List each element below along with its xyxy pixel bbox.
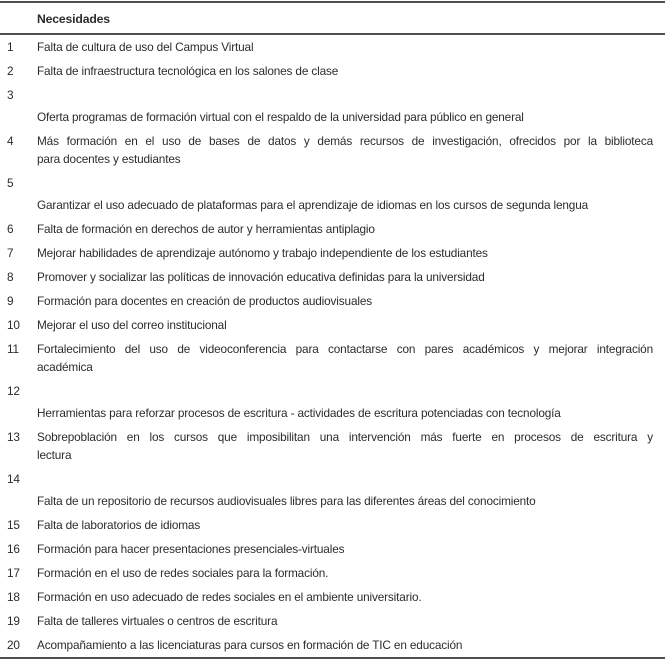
table-row <box>0 467 665 513</box>
row-text <box>37 636 665 654</box>
table-header-row <box>0 3 665 35</box>
row-text <box>37 470 665 510</box>
row-text <box>37 564 665 582</box>
row-text-line: lectura <box>37 448 72 462</box>
row-text <box>37 86 665 126</box>
row-number: 17 <box>7 566 20 580</box>
row-number: 13 <box>7 430 20 444</box>
row-text-line: Más formación en el uso de bases de datos y demás recursos de investigación, ofrecidos por la biblioteca <box>37 134 653 148</box>
table-row <box>0 171 665 217</box>
table-row <box>0 633 665 657</box>
table-row <box>0 59 665 83</box>
row-text <box>37 62 665 80</box>
row-number: 6 <box>7 222 14 236</box>
table-row <box>0 289 665 313</box>
table-header-necesidades: Necesidades <box>37 12 110 26</box>
row-text <box>37 316 665 334</box>
row-text-line: para docentes y estudiantes <box>37 152 181 166</box>
row-text-line: Falta de cultura de uso del Campus Virtual <box>37 40 254 54</box>
row-text-line: Promover y socializar las políticas de innovación educativa definidas para la universidad <box>37 270 485 284</box>
number-column-header <box>0 10 37 28</box>
row-number: 11 <box>7 342 19 356</box>
row-number: 8 <box>7 270 14 284</box>
table-row <box>0 585 665 609</box>
needs-table <box>0 1 665 659</box>
row-number: 1 <box>7 40 14 54</box>
row-number: 10 <box>7 318 20 332</box>
row-number: 9 <box>7 294 14 308</box>
table-row <box>0 35 665 59</box>
row-text <box>37 382 665 422</box>
row-text <box>37 268 665 286</box>
row-text-line: Formación en el uso de redes sociales para la formación. <box>37 566 329 580</box>
row-number: 2 <box>7 64 14 78</box>
row-text <box>37 132 665 168</box>
table-row <box>0 513 665 537</box>
row-text-line: Mejorar el uso del correo institucional <box>37 318 227 332</box>
row-text <box>37 540 665 558</box>
row-text-line: Formación para docentes en creación de productos audiovisuales <box>37 294 372 308</box>
table-row <box>0 217 665 241</box>
table-row <box>0 313 665 337</box>
row-text-line: Garantizar el uso adecuado de plataformas para el aprendizaje de idiomas en los cursos de segunda lengua <box>37 198 589 212</box>
row-text <box>37 38 665 56</box>
row-text <box>37 174 665 214</box>
table-row <box>0 425 665 467</box>
row-number: 12 <box>7 384 20 398</box>
row-text <box>37 428 665 464</box>
row-number: 14 <box>7 472 20 486</box>
table-row <box>0 379 665 425</box>
row-text-line: Formación para hacer presentaciones presenciales-virtuales <box>37 542 345 556</box>
row-text-line: Sobrepoblación en los cursos que imposibilitan una intervención más fuerte en procesos de escritura y <box>37 430 653 444</box>
table-row <box>0 337 665 379</box>
row-text-line: Fortalecimiento del uso de videoconferencia para contactarse con pares académicos y mejorar integración <box>37 342 653 356</box>
row-text-line: Falta de formación en derechos de autor y herramientas antiplagio <box>37 222 375 236</box>
row-text-line: Falta de infraestructura tecnológica en los salones de clase <box>37 64 339 78</box>
row-number: 16 <box>7 542 20 556</box>
row-text <box>37 244 665 262</box>
table-body <box>0 35 665 657</box>
row-text-line: Oferta programas de formación virtual con el respaldo de la universidad para público en general <box>37 110 524 124</box>
table-row <box>0 537 665 561</box>
row-number: 3 <box>7 88 14 102</box>
row-text <box>37 292 665 310</box>
row-text-line: Falta de laboratorios de idiomas <box>37 518 201 532</box>
row-number: 7 <box>7 246 14 260</box>
row-text-line: Herramientas para reforzar procesos de escritura - actividades de escritura potenciadas con tecnología <box>37 406 561 420</box>
table-row <box>0 609 665 633</box>
row-number: 18 <box>7 590 20 604</box>
row-text-line: Falta de un repositorio de recursos audiovisuales libres para las diferentes áreas del conocimiento <box>37 494 536 508</box>
row-number: 19 <box>7 614 20 628</box>
row-text <box>37 588 665 606</box>
row-text-line: Falta de talleres virtuales o centros de escritura <box>37 614 278 628</box>
row-text <box>37 340 665 376</box>
row-text <box>37 612 665 630</box>
row-text-line: Formación en uso adecuado de redes sociales en el ambiente universitario. <box>37 590 422 604</box>
row-text-line: Acompañamiento a las licenciaturas para cursos en formación de TIC en educación <box>37 638 463 652</box>
table-row <box>0 83 665 129</box>
row-text <box>37 516 665 534</box>
row-text-line: académica <box>37 360 93 374</box>
row-number: 20 <box>7 638 20 652</box>
table-row <box>0 561 665 585</box>
row-text <box>37 220 665 238</box>
table-row <box>0 265 665 289</box>
row-text-line: Mejorar habilidades de aprendizaje autónomo y trabajo independiente de los estudiantes <box>37 246 488 260</box>
row-number: 4 <box>7 134 14 148</box>
row-number: 5 <box>7 176 14 190</box>
table-row <box>0 129 665 171</box>
row-number: 15 <box>7 518 20 532</box>
table-row <box>0 241 665 265</box>
